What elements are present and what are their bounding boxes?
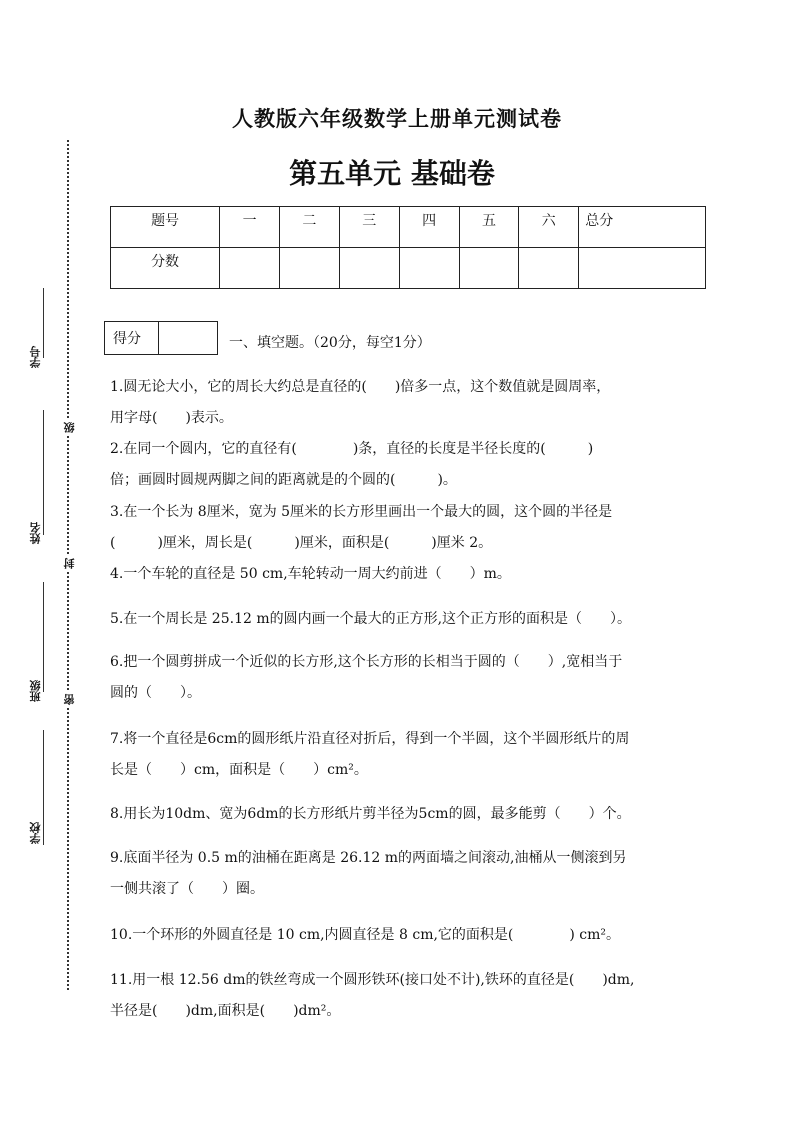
name-rule	[43, 410, 44, 535]
question-line: 8.用长为10dm、宽为6dm的长方形纸片剪半径为5cm的圆，最多能剪（ ）个。	[110, 806, 631, 822]
question-line: 一侧共滚了（ ）圈。	[110, 881, 264, 897]
table-cell: 五	[459, 207, 519, 248]
binding-char-mi: 密	[63, 694, 76, 705]
question-line: 长是（ ）cm，面积是（ ）cm²。	[110, 762, 368, 778]
score-cell[interactable]	[399, 248, 459, 289]
section-score-cell[interactable]	[159, 322, 217, 354]
question-9	[110, 843, 710, 905]
question-line: 半径是( )dm,面积是( )dm²。	[110, 1003, 341, 1019]
class-rule	[43, 582, 44, 692]
exam-title: 人教版六年级数学上册单元测试卷	[232, 106, 562, 131]
question-line: 6.把一个圆剪拼成一个近似的长方形,这个长方形的长相当于圆的（ ）,宽相当于	[110, 654, 623, 670]
table-cell: 一	[220, 207, 280, 248]
table-cell: 四	[399, 207, 459, 248]
binding-char-feng: 封	[63, 558, 76, 569]
binding-char-ji: 级	[63, 422, 76, 433]
score-cell[interactable]	[279, 248, 339, 289]
question-line: 10.一个环形的外圆直径是 10 cm,内圆直径是 8 cm,它的面积是( ) cm²。	[110, 927, 621, 943]
question-4	[110, 559, 710, 590]
question-11	[110, 965, 710, 1027]
score-cell[interactable]	[220, 248, 280, 289]
question-5	[110, 604, 710, 635]
question-line: 3.在一个长为 8厘米，宽为 5厘米的长方形里画出一个最大的圆，这个圆的半径是	[110, 504, 613, 520]
table-cell: 题号	[111, 207, 220, 248]
score-cell[interactable]	[339, 248, 399, 289]
table-cell: 分数	[111, 248, 220, 289]
question-8	[110, 799, 710, 830]
question-1	[110, 372, 710, 434]
question-6	[110, 647, 710, 709]
score-cell[interactable]	[519, 248, 579, 289]
question-line: ( )厘米，周长是( )厘米，面积是( )厘米 2。	[110, 535, 493, 551]
question-3	[110, 497, 710, 559]
question-line: 7.将一个直径是6cm的圆形纸片沿直径对折后，得到一个半圆，这个半圆形纸片的周	[110, 731, 630, 747]
table-cell: 六	[519, 207, 579, 248]
question-line: 11.用一根 12.56 dm的铁丝弯成一个圆形铁环(接口处不计),铁环的直径是( )dm,	[110, 972, 635, 988]
question-line: 5.在一个周长是 25.12 m的圆内画一个最大的正方形,这个正方形的面积是（ ）。	[110, 611, 632, 627]
question-line: 9.底面半径为 0.5 m的油桶在距离是 26.12 m的两面墙之间滚动,油桶从一侧滚到另	[110, 850, 627, 866]
score-cell[interactable]	[579, 248, 706, 289]
question-10	[110, 920, 710, 951]
question-line: 1.圆无论大小，它的周长大约总是直径的( )倍多一点，这个数值就是圆周率，	[110, 379, 611, 395]
question-line: 4.一个车轮的直径是 50 cm,车轮转动一周大约前进（ ）m。	[110, 566, 511, 582]
table-row	[111, 207, 706, 248]
school-label: 学校	[29, 822, 42, 844]
score-cell[interactable]	[459, 248, 519, 289]
question-line: 2.在同一个圆内，它的直径有( )条，直径的长度是半径长度的( )	[110, 441, 594, 457]
student-id-label: 学号	[29, 346, 42, 368]
section-score-label: 得分	[105, 322, 159, 354]
question-line: 用字母( )表示。	[110, 410, 233, 426]
question-line: 圆的（ ）。	[110, 685, 201, 701]
exam-subtitle: 第五单元 基础卷	[289, 157, 495, 190]
name-label: 姓名	[29, 522, 42, 544]
question-7	[110, 724, 710, 786]
table-cell: 总分	[579, 207, 706, 248]
question-line: 倍；画圆时圆规两脚之间的距离就是的个圆的( )。	[110, 472, 457, 488]
table-cell: 二	[279, 207, 339, 248]
section-score-box	[104, 321, 218, 355]
table-row	[111, 248, 706, 289]
class-label: 班级	[29, 680, 42, 702]
question-2	[110, 434, 710, 496]
section-title: 一、填空题。（20分，每空1分）	[229, 335, 431, 351]
table-cell: 三	[339, 207, 399, 248]
score-table	[110, 206, 706, 289]
